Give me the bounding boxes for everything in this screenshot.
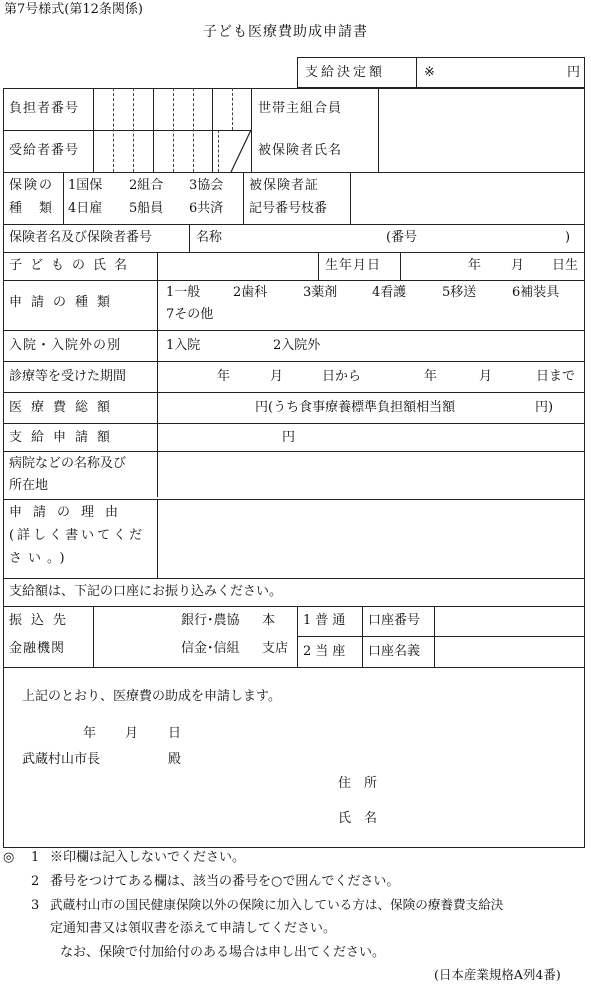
hospital-field[interactable] (160, 453, 584, 497)
insured-name-label: 被保険者氏名 (258, 143, 343, 158)
app-type-option-4[interactable]: 4看護 (372, 285, 407, 300)
insurance-cert-label-2: 記号番号枝番 (249, 201, 328, 216)
payer-number-field[interactable] (95, 90, 250, 129)
decision-unit: 円 (567, 65, 581, 80)
branch-type-1[interactable]: 本 (262, 613, 276, 628)
reason-field[interactable] (160, 501, 584, 576)
insurer-number-field[interactable] (424, 226, 562, 250)
admission-option-2[interactable]: 2入院外 (273, 338, 321, 353)
payer-number-label: 負担者番号 (9, 101, 80, 116)
reason-label-1: 申請の理由 (9, 505, 130, 520)
claim-unit: 円 (282, 430, 296, 445)
insurance-option-6[interactable]: 6共済 (189, 201, 224, 216)
decision-amount-label: 支給決定額 (305, 65, 386, 80)
insurance-type-label-1: 保険の (9, 178, 55, 193)
period-month-2: 月 (479, 369, 493, 384)
dob-month: 月 (511, 258, 525, 273)
insurance-cert-number-field[interactable] (352, 174, 584, 223)
name-label: 氏 名 (338, 811, 378, 826)
dob-label: 生年月日 (325, 258, 382, 273)
total-text: 円(うち食事療養標準負担額相当額 (255, 400, 456, 415)
note-2-number: 2 (31, 874, 40, 889)
period-day-1: 日から (322, 369, 362, 384)
branch-type-2[interactable]: 支店 (262, 641, 289, 656)
transfer-dest-label-1: 振込先 (9, 613, 76, 628)
bank-type-2[interactable]: 信金･信組 (181, 641, 240, 656)
account-type-1[interactable]: 1普通 (303, 613, 350, 628)
decision-mark: ※ (424, 65, 435, 80)
app-type-option-6[interactable]: 6補装具 (512, 285, 560, 300)
application-type-label: 申請の種類 (9, 295, 120, 310)
recipient-number-field[interactable] (95, 132, 225, 171)
declaration-text: 上記のとおり、医療費の助成を申請します。 (22, 689, 281, 704)
period-month-1: 月 (270, 369, 284, 384)
declaration-month: 月 (125, 726, 139, 741)
hospital-label-2: 所在地 (9, 478, 49, 493)
admission-option-1[interactable]: 1入院 (166, 338, 201, 353)
note-3-line-2: 定通知書又は領収書を添えて申請してください。 (50, 921, 337, 936)
insurance-option-4[interactable]: 4日雇 (68, 201, 103, 216)
transfer-notice: 支給額は、下記の口座にお振り込みください。 (9, 584, 283, 599)
period-year-1: 年 (217, 369, 231, 384)
account-number-label: 口座番号 (368, 613, 421, 628)
recipient-number-label: 受給者番号 (9, 143, 80, 158)
reason-label-3: さい。) (9, 551, 71, 566)
account-number-field[interactable] (437, 608, 584, 635)
applicant-name-field[interactable] (385, 805, 580, 831)
bank-name-field[interactable] (96, 608, 180, 665)
insurance-option-5[interactable]: 5船員 (129, 201, 164, 216)
dob-day: 日生 (552, 258, 579, 273)
insured-name-field[interactable] (380, 90, 584, 171)
period-year-2: 年 (424, 369, 438, 384)
admission-label: 入院・入院外の別 (9, 338, 122, 353)
note-1: ※印欄は記入しないでください。 (50, 850, 246, 865)
total-amount-field[interactable] (160, 394, 250, 421)
address-label: 住 所 (338, 776, 378, 791)
child-name-field[interactable] (160, 254, 316, 278)
insurer-name-label: 名称 (196, 230, 223, 245)
address-field[interactable] (385, 770, 580, 796)
form-number: 第7号様式(第12条関係) (4, 2, 143, 17)
decision-amount-field[interactable] (440, 60, 560, 85)
account-name-label: 口座名義 (368, 644, 421, 659)
honorific: 殿 (168, 752, 182, 767)
period-label: 診療等を受けた期間 (9, 369, 127, 384)
app-type-option-1[interactable]: 1一般 (166, 285, 201, 300)
note-1-number: 1 (31, 850, 40, 865)
note-3-number: 3 (31, 898, 40, 913)
child-name-label: 子どもの氏名 (9, 258, 136, 273)
period-day-2: 日まで (536, 369, 576, 384)
jis-footer: (日本産業規格A列4番) (434, 967, 561, 982)
transfer-dest-label-2: 金融機関 (9, 641, 66, 656)
insurance-option-2[interactable]: 2組合 (129, 178, 164, 193)
addressee: 武蔵村山市長 (22, 752, 101, 767)
insurance-option-3[interactable]: 3協会 (189, 178, 224, 193)
app-type-option-5[interactable]: 5移送 (442, 285, 477, 300)
insurance-cert-label-1: 被保険者証 (249, 178, 320, 193)
declaration-year: 年 (83, 726, 97, 741)
total-close: 円) (535, 400, 554, 415)
app-type-option-7[interactable]: 7その他 (166, 307, 214, 322)
claim-label: 支給申請額 (9, 430, 120, 445)
declaration-day: 日 (168, 726, 182, 741)
claim-amount-field[interactable] (160, 425, 278, 449)
recipient-slash (228, 130, 252, 172)
note-3-line-1: 武蔵村山市の国民健康保険以外の保険に加入している方は、保険の療養費支給決 (50, 897, 504, 912)
insurer-number-close: ) (565, 230, 571, 245)
householder-label: 世帯主組合員 (258, 101, 343, 116)
bank-type-1[interactable]: 銀行･農協 (181, 613, 240, 628)
note-2: 番号をつけてある欄は、該当の番号を○で囲んでください。 (50, 874, 400, 889)
note-3-line-3: なお、保険で付加給付のある場合は申し出てください。 (60, 945, 386, 960)
app-type-option-2[interactable]: 2歯科 (233, 285, 268, 300)
account-name-field[interactable] (437, 638, 584, 665)
account-type-2[interactable]: 2当座 (303, 644, 350, 659)
insurance-option-1[interactable]: 1国保 (68, 178, 103, 193)
total-label: 医療費総額 (9, 400, 120, 415)
reason-label-2: (詳しく書いてくだ (9, 528, 146, 543)
dob-year: 年 (468, 258, 482, 273)
insurer-number-label: (番号 (386, 230, 418, 245)
app-type-option-3[interactable]: 3薬剤 (303, 285, 338, 300)
insurer-label: 保険者名及び保険者番号 (9, 230, 153, 245)
hospital-label-1: 病院などの名称及び (9, 456, 127, 471)
form-title: 子ども医療費助成申請書 (203, 24, 368, 40)
notes-mark: ◎ (3, 850, 15, 865)
insurance-type-label-2: 種 類 (9, 201, 55, 216)
insurer-name-field[interactable] (226, 226, 381, 250)
